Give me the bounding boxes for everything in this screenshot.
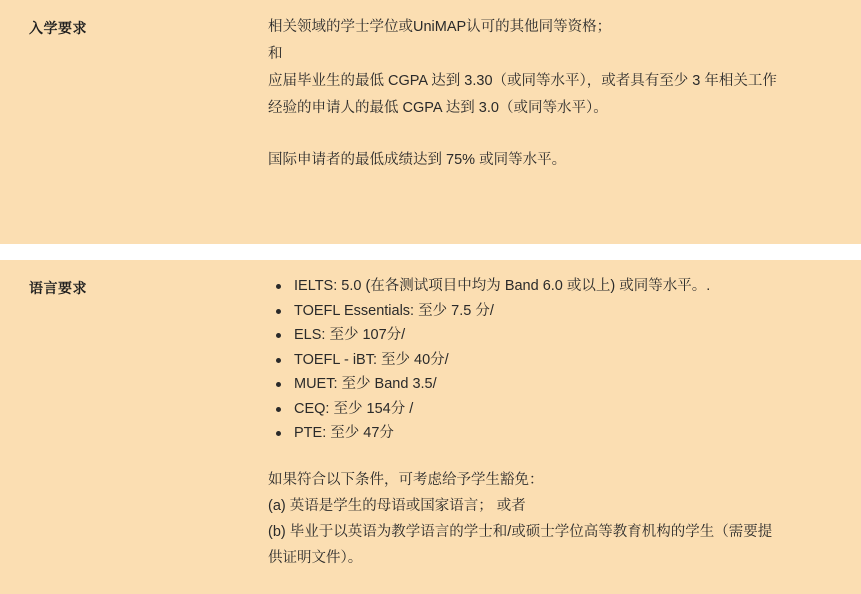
language-test-list xyxy=(268,274,821,446)
language-exemption-notes xyxy=(268,467,821,571)
exemption-item-b-line-2: 供证明文件）。 xyxy=(268,549,363,566)
admission-label-column xyxy=(0,14,268,244)
admission-paragraph-group xyxy=(268,14,821,122)
admission-requirements-label: 入学要求 xyxy=(29,20,87,36)
language-label-column xyxy=(0,274,268,594)
admission-line-2: 和 xyxy=(268,46,283,62)
admission-content-column xyxy=(268,14,861,244)
list-item: TOEFL Essentials: 至少 7.5 分/ xyxy=(268,299,821,324)
list-item: MUET: 至少 Band 3.5/ xyxy=(268,372,821,397)
list-item: IELTS: 5.0 (在各测试项目中均为 Band 6.0 或以上) 或同等水平。. xyxy=(268,274,821,299)
list-item: ELS: 至少 107分/ xyxy=(268,323,821,348)
admission-line-4: 经验的申请人的最低 CGPA 达到 3.0（或同等水平）。 xyxy=(268,100,608,116)
admission-line-1: 相关领域的学士学位或UniMAP认可的其他同等资格； xyxy=(268,19,612,35)
language-requirements-label: 语言要求 xyxy=(29,280,87,296)
admission-spacer xyxy=(268,122,821,147)
list-item: CEQ: 至少 154分 / xyxy=(268,397,821,422)
language-content-column xyxy=(268,274,861,594)
list-item: TOEFL - iBT: 至少 40分/ xyxy=(268,348,821,373)
exemption-item-a: (a) 英语是学生的母语或国家语言； 或者 xyxy=(268,497,526,514)
admission-international-note: 国际申请者的最低成绩达到 75% 或同等水平。 xyxy=(268,152,567,168)
admission-requirements-section xyxy=(0,0,861,244)
language-requirements-section xyxy=(0,260,861,594)
section-divider xyxy=(0,244,861,260)
list-item: PTE: 至少 47分 xyxy=(268,421,821,446)
exemption-item-b-line-1: (b) 毕业于以英语为教学语言的学士和/或硕士学位高等教育机构的学生（需要提 xyxy=(268,523,773,540)
admission-line-3: 应届毕业生的最低 CGPA 达到 3.30（或同等水平），或者具有至少 3 年相关工作 xyxy=(268,73,777,89)
exemption-intro: 如果符合以下条件，可考虑给予学生豁免： xyxy=(268,471,544,488)
